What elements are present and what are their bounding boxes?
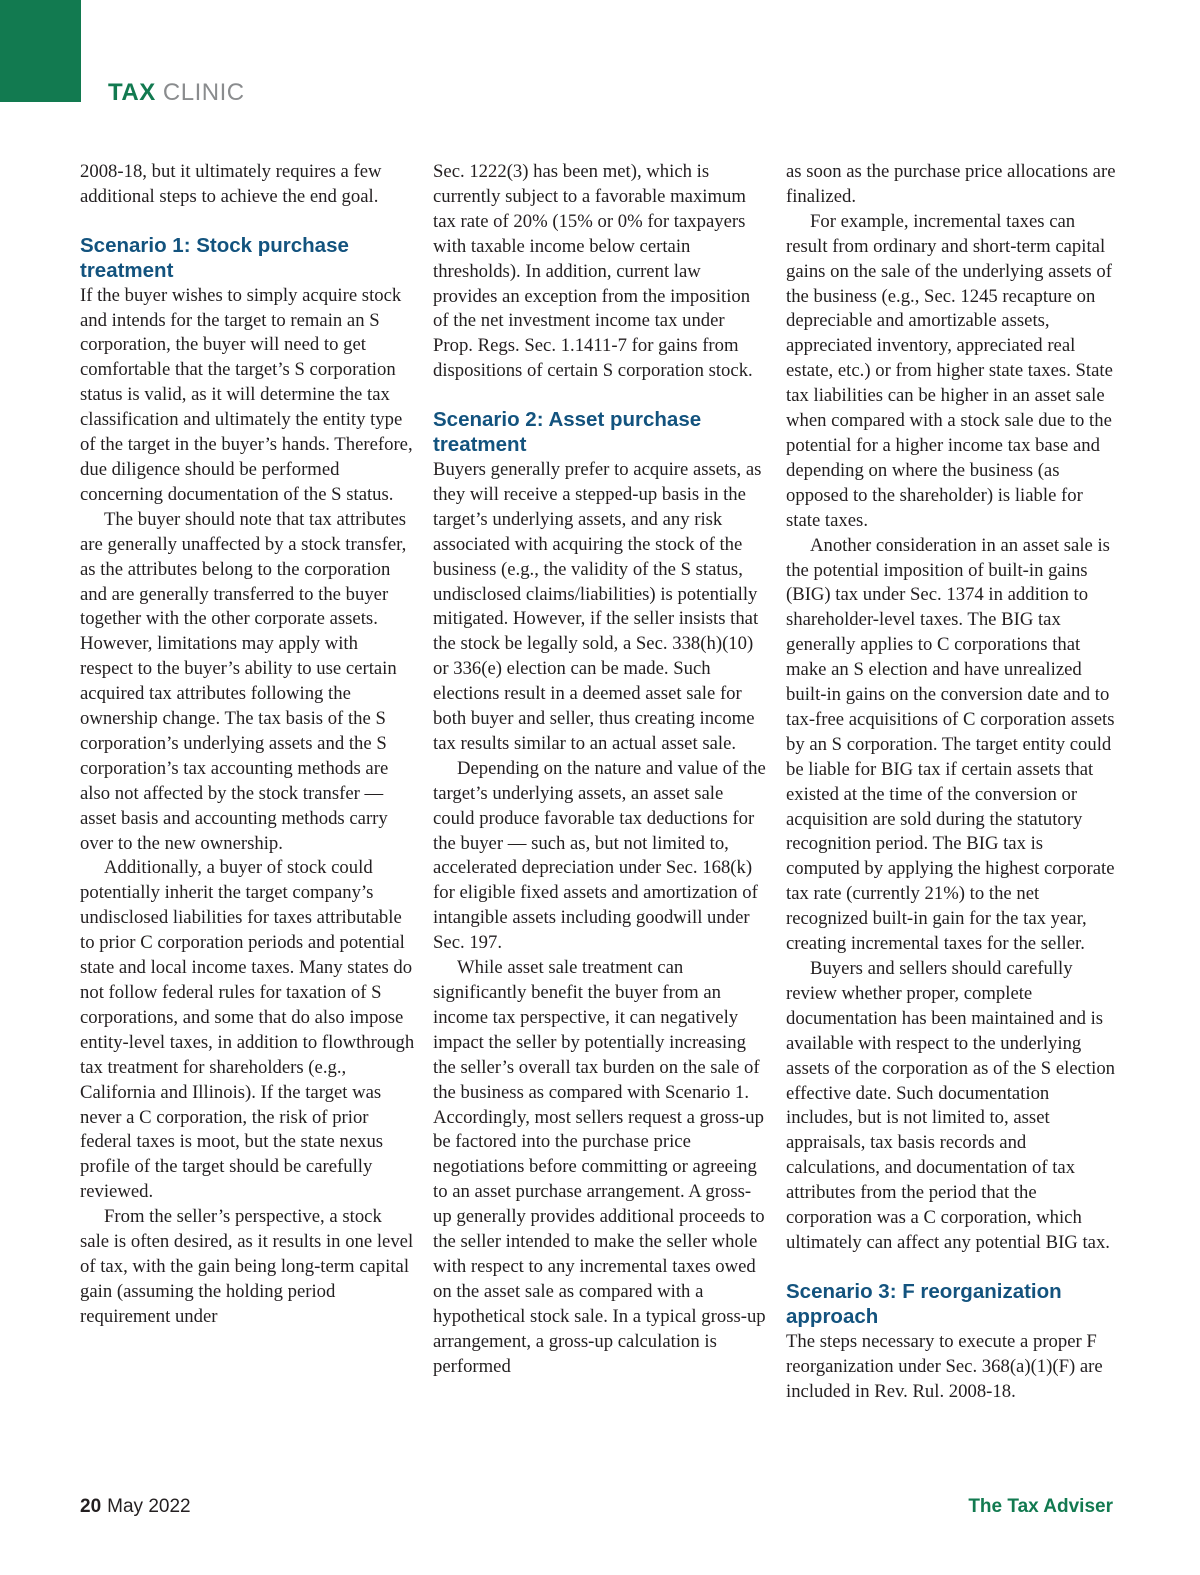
page-footer-left bbox=[80, 1496, 191, 1518]
paragraph: Sec. 1222(3) has been met), which is currently subject to a favorable maximum tax rate of 20% (15% or 0% for taxpayers with taxable income below certain thresholds). In addition, current law provides an exception from the imposition of the net investment income tax under Prop. Regs. Sec. 1.1411-7 for gains from dispositions of certain S corporation stock. bbox=[433, 161, 753, 382]
paragraph: From the seller’s perspective, a stock sale is often desired, as it results in one level of tax, with the gain being long-term capital gain (assuming the holding period requirement under bbox=[80, 1206, 414, 1327]
heading-scenario-1: Scenario 1: Stock purchase treatment bbox=[80, 233, 349, 282]
corner-accent-block bbox=[0, 0, 81, 102]
heading-scenario-3: Scenario 3: F reorganization approach bbox=[786, 1279, 1062, 1328]
article-column-1 bbox=[80, 160, 415, 1330]
page-number: 20 bbox=[80, 1496, 102, 1517]
article-column-2 bbox=[433, 160, 768, 1380]
paragraph: Buyers and sellers should carefully review whether proper, complete documentation has been maintained and is available with respect to the underlying assets of the corporation as of the S election effective date. Such documentation includes, but is not limited to, asset appraisals, tax basis records and calculations, and documentation of tax attributes from the period that the corporation was a C corporation, which ultimately can affect any potential BIG tax. bbox=[786, 958, 1116, 1253]
article-column-3 bbox=[786, 160, 1120, 1404]
section-label-light: CLINIC bbox=[162, 79, 245, 106]
paragraph: The buyer should note that tax attributes are generally unaffected by a stock transfer, as the attributes belong to the corporation and are generally transferred to the buyer together with the other corporate assets. However, limitations may apply with respect to the buyer’s ability to use certain acquired tax attributes following the ownership change. The tax basis of the S corporation’s underlying assets and the S corporation’s tax accounting methods are also not affected by the stock transfer — asset basis and accounting methods carry over to the new ownership. bbox=[80, 508, 407, 854]
paragraph: The steps necessary to execute a proper F reorganization under Sec. 368(a)(1)(F) are included in Rev. Rul. 2008-18. bbox=[786, 1330, 1103, 1402]
paragraph: as soon as the purchase price allocations are finalized. bbox=[786, 161, 1116, 207]
paragraph: Additionally, a buyer of stock could potentially inherit the target company’s undisclosed liabilities for taxes attributable to prior C corporation periods and potential state and local income taxes. Many states do not follow federal rules for taxation of S corporations, and some that do also impose entity-level taxes, in addition to flowthrough tax treatment for shareholders (e.g., California and Illinois). If the target was never a C corporation, the risk of prior federal taxes is moot, but the state nexus profile of the target should be carefully reviewed. bbox=[80, 857, 415, 1203]
paragraph: For example, incremental taxes can result from ordinary and short-term capital gains on the sale of the underlying assets of the business (e.g., Sec. 1245 recapture on depreciable and amortizable assets, appreciated inventory, appreciated real estate, etc.) or from higher state taxes. State tax liabilities can be higher in an asset sale when compared with a stock sale due to the potential for a higher income tax base and depending on where the business (as opposed to the shareholder) is liable for state taxes. bbox=[786, 210, 1113, 531]
heading-scenario-2: Scenario 2: Asset purchase treatment bbox=[433, 408, 702, 457]
paragraph: If the buyer wishes to simply acquire stock and intends for the target to remain an S corporation, the buyer will need to get comfortable that the target’s S corporation status is valid, as it will determine the tax classification and ultimately the entity type of the target in the buyer’s hands. Therefore, due diligence should be performed concerning documentation of the S status. bbox=[80, 284, 413, 505]
section-label-bold: TAX bbox=[108, 79, 156, 106]
paragraph: Another consideration in an asset sale is the potential imposition of built-in gains (BIG) tax under Sec. 1374 in addition to shareholder-level taxes. The BIG tax generally applies to C corporations that make an S election and have unrealized built-in gains on the conversion date and to tax-free acquisitions of C corporation assets by an S corporation. The target entity could be liable for BIG tax if certain assets that existed at the time of the conversion or acquisition are sold during the statutory recognition period. The BIG tax is computed by applying the highest corporate tax rate (currently 21%) to the net recognized built-in gain for the tax year, creating incremental taxes for the seller. bbox=[786, 534, 1115, 955]
paragraph: Depending on the nature and value of the target’s underlying assets, an asset sale could produce favorable tax deductions for the buyer — such as, but not limited to, accelerated depreciation under Sec. 168(k) for eligible fixed assets and amortization of intangible assets including goodwill under Sec. 197. bbox=[433, 757, 766, 954]
issue-date: May 2022 bbox=[107, 1496, 191, 1517]
section-header bbox=[108, 79, 245, 107]
publication-name: The Tax Adviser bbox=[968, 1496, 1113, 1517]
paragraph: Buyers generally prefer to acquire assets, as they will receive a stepped-up basis in the target’s underlying assets, and any risk associated with acquiring the stock of the business (e.g., the validity of the S status, undisclosed claims/liabilities) is potentially mitigated. However, if the seller insists that the stock be legally sold, a Sec. 338(h)(10) or 336(e) election can be made. Such elections result in a deemed asset sale for both buyer and seller, thus creating income tax results similar to an actual asset sale. bbox=[433, 458, 762, 754]
paragraph: 2008-18, but it ultimately requires a few additional steps to achieve the end goal. bbox=[80, 161, 382, 207]
paragraph: While asset sale treatment can significantly benefit the buyer from an income tax perspective, it can negatively impact the seller by potentially increasing the seller’s overall tax burden on the sale of the business as compared with Scenario 1. Accordingly, most sellers request a gross-up be factored into the purchase price negotiations before committing or agreeing to an asset purchase arrangement. A gross-up generally provides additional proceeds to the seller intended to make the seller whole with respect to any incremental taxes owed on the asset sale as compared with a hypothetical stock sale. In a typical gross-up arrangement, a gross-up calculation is performed bbox=[433, 957, 766, 1377]
